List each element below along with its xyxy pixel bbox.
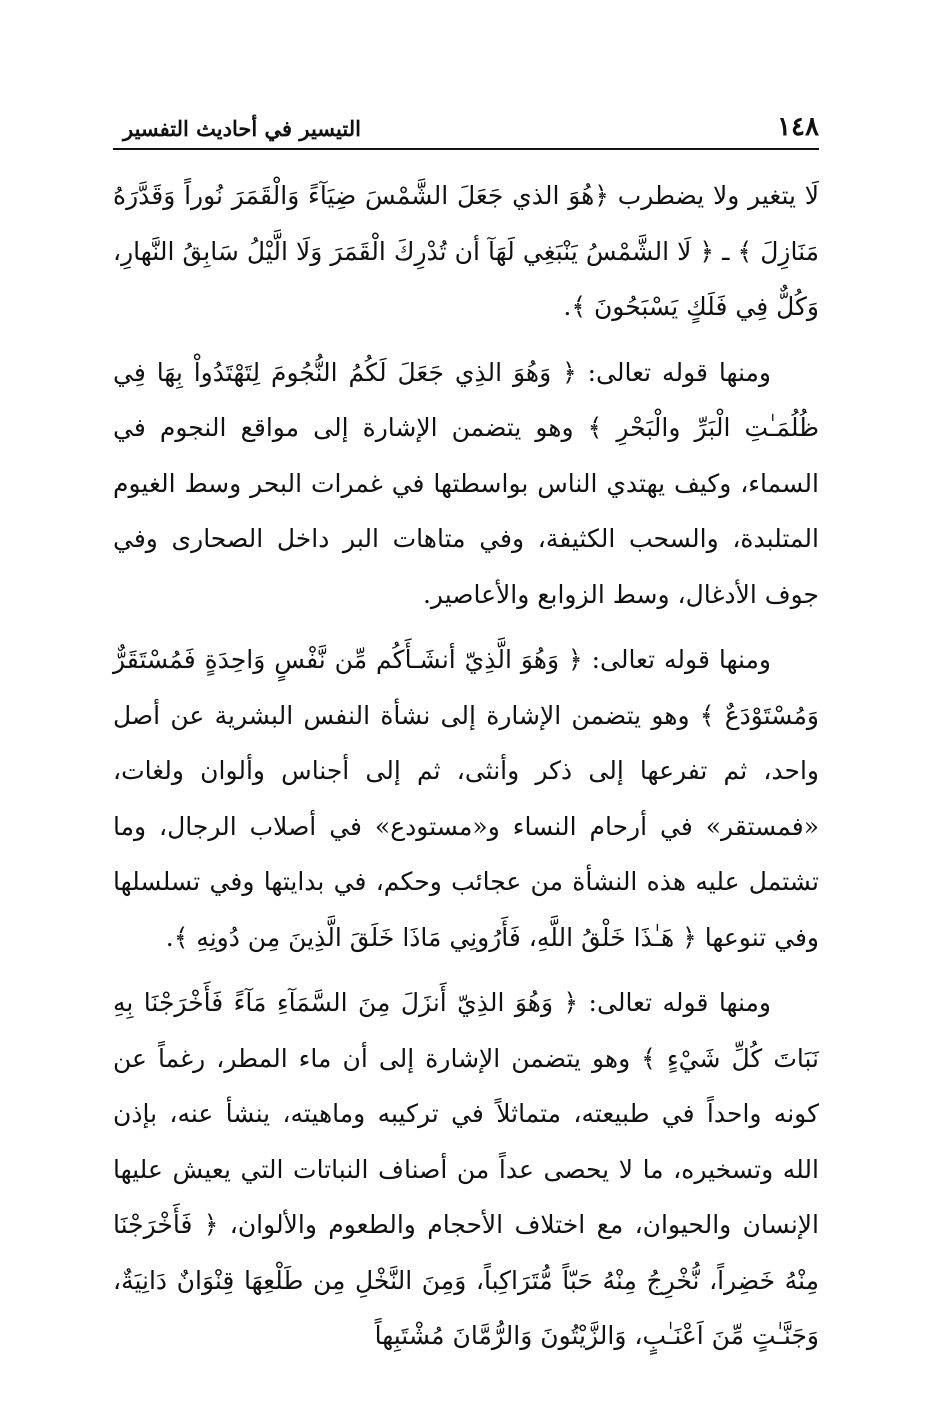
- paragraph-4: ومنها قوله تعالى: ﴿ وَهُوَ الذِيّ أَنزَلَ مِنَ السَّمَآءِ مَآءً فَأَخْرَجْنَا بِهِ نَبَاتَ كُلِّ شَيْءٍ ﴾ وهو يتضمن الإشارة إلى أن ماء المطر، رغماً عن كونه واحداً في طبيعته، متماثلاً في تركيبه وماهيته، ينشأ عنه، بإذن الله وتسخيره، ما لا يحصى عداً من أصناف النباتات التي يعيش عليها الإنسان والحيوان، مع اختلاف الأحجام والطعوم والألوان، ﴿ فَأَخْرَجْنَا مِنْهُ خَضِراً، نُّخْرِجُ مِنْهُ حَبّاً مُّتَرَاكِباً، وَمِنَ النَّخْلِ مِن طَلْعِهَا قِنْوَانٌ دَانِيَةٌ، وَجَنَّـٰتٍ مِّنَ اَعْنَـٰبٍ، وَالزَّيْتُونَ وَالرُّمَّانَ مُشْتَبِهاً: [113, 988, 819, 1350]
- running-title: التيسير في أحاديث التفسير: [123, 116, 361, 141]
- paragraph-3: ومنها قوله تعالى: ﴿ وَهُوَ الَّذِيّ أنشَـأَكُم مِّن نَّفْسٍ وَاحِدَةٍ فَمُسْتَقَرٌّ وَمُسْتَوْدَعٌ ﴾ وهو يتضمن الإشارة إلى نشأة النفس البشرية عن أصل واحد، ثم تفرعها إلى ذكر وأنثى، ثم إلى أجناس وألوان ولغات، «فمستقر» في أرحام النساء و«مستودع» في أصلاب الرجال، وما تشتمل عليه هذه النشأة من عجائب وحكم، في بدايتها وفي تسلسلها وفي تنوعها ﴿ هَـٰذَا خَلْقُ اللَّهِ، فَأَرُونِي مَاذَا خَلَقَ الَّذِينَ مِن دُونِهِ ﴾.: [113, 645, 819, 952]
- paragraph-2: ومنها قوله تعالى: ﴿ وَهُوَ الذِي جَعَلَ لَكُمُ النُّجُومَ لِتَهْتَدُواْ بِهَا فِي ظُلُمَـٰتِ الْبَرِّ والْبَحْرِ ﴾ وهو يتضمن الإشارة إلى مواقع النجوم في السماء، وكيف يهتدي الناس بواسطتها في غمرات البحر وسط الغيوم المتلبدة، والسحب الكثيفة، وفي متاهات البر داخل الصحارى وفي جوف الأدغال، وسط الزوابع والأعاصير.: [113, 357, 819, 609]
- page-body: [113, 168, 819, 1374]
- page-number: ١٤٨: [777, 112, 819, 142]
- page-header: [113, 108, 819, 150]
- paragraph-1: لَا يتغير ولا يضطرب ﴿هُوَ الذي جَعَلَ الشَّمْسَ ضِيَآءً وَالْقَمَرَ نُوراً وَقَدَّرَهُ مَنَازِلَ ﴾ ـ ﴿ لَا الشَّمْسُ يَنْبَغِي لَهَآ أن تُدْرِكَ الْقَمَرَ وَلَا الَّيْلُ سَابِقُ النَّهارِ، وَكُلٌّ فِي فَلَكٍ يَسْبَحُونَ ﴾.: [113, 181, 819, 321]
